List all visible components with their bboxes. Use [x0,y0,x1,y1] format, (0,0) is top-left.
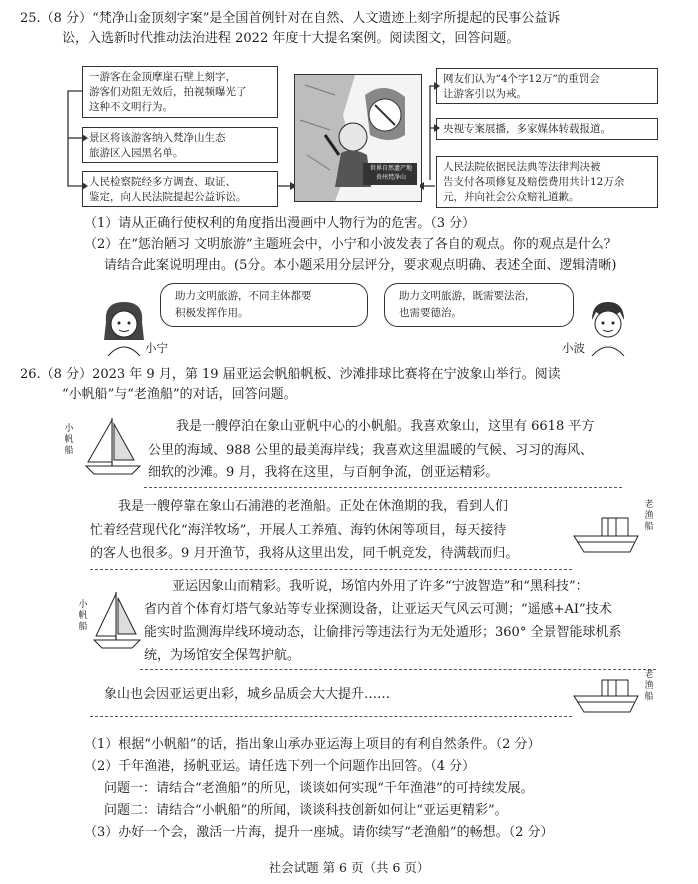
xiaobo-bubble: 助力文明旅游，既需要法治， 也需要德治。 [384,283,574,327]
fishing-boat-icon-2 [572,678,642,720]
sailboat-label-1: 小帆船 [64,424,74,456]
q25-left-box-2: 景区将该游客纳入梵净山生态 旅游区入园黑名单。 [82,127,278,163]
fishing-boat-label-2: 老渔船 [644,670,654,702]
q26-p3-line3: 能实时监测海岸线环境动态，让偷排污等违法行为无处遁形；360° 全景智能球机系 [144,625,622,640]
q26-sub3: （3）办好一个会，激活一片海，提升一座城。请你续写“老渔船”的畅想。（2 分） [84,825,554,840]
q26-p4: 象山也会因亚运更出彩，城乡品质会大大提升…… [104,687,391,702]
sailboat-label-2: 小帆船 [78,600,88,632]
q25-right-box-2: 央视专案展播，多家媒体转载报道。 [436,118,658,140]
xiaoning-name: 小宁 [145,341,168,355]
xiaobo-avatar [584,300,632,356]
fishing-boat-label-1: 老渔船 [644,500,654,532]
comic-sign: 世界自然遗产地 贵州梵净山 [369,165,412,181]
q25-header: 25.（8 分）“梵净山金顶刻字案”是全国首例针对在自然、人文遗迹上刻字所提起的民事公益诉 [20,11,561,26]
q26-sub1: （1）根据“小帆船”的话，指出象山承办亚运海上项目的有利自然条件。（2 分） [84,737,541,752]
q26-sub2: （2）千年渔港，扬帆亚运。请任选下列一个问题作出回答。（4 分） [84,759,476,774]
q26-divider-3 [140,669,656,670]
q26-problem-2: 问题二：请结合“小帆船”的所闻，谈谈科技创新如何让“亚运更精彩”。 [104,803,508,818]
q26-divider-2 [90,569,572,570]
q26-p3-line1: 亚运因象山而精彩。我听说，场馆内外用了许多“宁波智造”和“黑科技”： [172,579,589,594]
q25-sub1: （1）请从正确行使权利的角度指出漫画中人物行为的危害。（3 分） [84,216,476,231]
q25-header-cont: 讼，入选新时代推动法治进程 2022 年度十大提名案例。阅读图文，回答问题。 [62,31,520,46]
q25-right-box-1: 网友们认为“4个字12万”的重罚会 让游客引以为戒。 [436,68,658,104]
q25-sub2: （2）在“惩治陋习 文明旅游”主题班会中，小宁和小波发表了各自的观点。你的观点是什么？ [84,237,617,252]
q25-right-arrows [418,80,440,190]
q25-sub2-cont: 请结合此案说明理由。(5分。本小题采用分层评分，要求观点明确、表述全面、逻辑清晰) [104,258,617,273]
fishing-boat-icon-1 [572,512,642,560]
comic-drawing [295,75,421,201]
q26-p2-line2: 忙着经营现代化“海洋牧场”，开展人工养殖、海钓休闲等项目，每天接待 [90,523,507,538]
xiaobo-name: 小波 [562,341,585,355]
q26-problem-1: 问题一：请结合“老渔船”的所见，谈谈如何实现“千年渔港”的可持续发展。 [104,781,534,796]
q26-divider-4 [90,716,572,717]
xiaoning-bubble: 助力文明旅游，不同主体都要 积极发挥作用。 [160,283,368,327]
q26-header-cont: “小帆船”与“老渔船”的对话，回答问题。 [62,387,297,402]
q26-p2-line1: 我是一艘停靠在象山石浦港的老渔船。正处在休渔期的我，看到人们 [118,499,509,514]
q26-p1-line3: 细软的沙滩。9 月，我将在这里，与百舸争流，创亚运精彩。 [148,465,499,480]
q26-p2-line3: 的客人也很多。9 月开渔节，我将从这里出发，同千帆竞发，待满载而归。 [90,546,519,561]
sailboat-icon-2 [92,590,142,652]
q26-p3-line2: 省内首个体育灯塔气象站等专业探测设备，让亚运天气风云可测；“遥感+AI”技术 [144,602,612,617]
page-footer: 社会试题 第 6 页（共 6 页） [268,860,430,875]
q26-divider-1 [144,487,622,488]
q26-p1-line2: 公里的海域、988 公里的最美海岸线；我喜欢这里温暖的气候、习习的海风、 [148,443,593,458]
q25-left-arrows [60,86,90,196]
q25-left-box-3: 人民检察院经多方调查、取证、 鉴定，向人民法院提起公益诉讼。 [82,171,278,207]
q25-right-box-3: 人民法院依据民法典等法律判决被 告支付各项修复及赔偿费用共计12万余 元，并向社会公众赔礼道歉。 [436,156,658,208]
q26-p1-line1: 我是一艘停泊在象山亚帆中心的小帆船。我喜欢象山，这里有 6618 平方 [176,419,595,434]
q26-header: 26.（8 分）2023 年 9 月，第 19 届亚运会帆船帆板、沙滩排球比赛将在宁波象山举行。阅读 [20,367,561,382]
q25-left-box-1: 一游客在金顶摩崖石壁上刻字， 游客们劝阻无效后，拍视频曝光了 这种不文明行为。 [82,66,278,118]
xiaoning-avatar [100,300,148,356]
sailboat-icon-1 [82,416,144,478]
q25-comic [294,74,422,202]
q26-p3-line4: 统，为场馆安全保驾护航。 [144,648,301,663]
